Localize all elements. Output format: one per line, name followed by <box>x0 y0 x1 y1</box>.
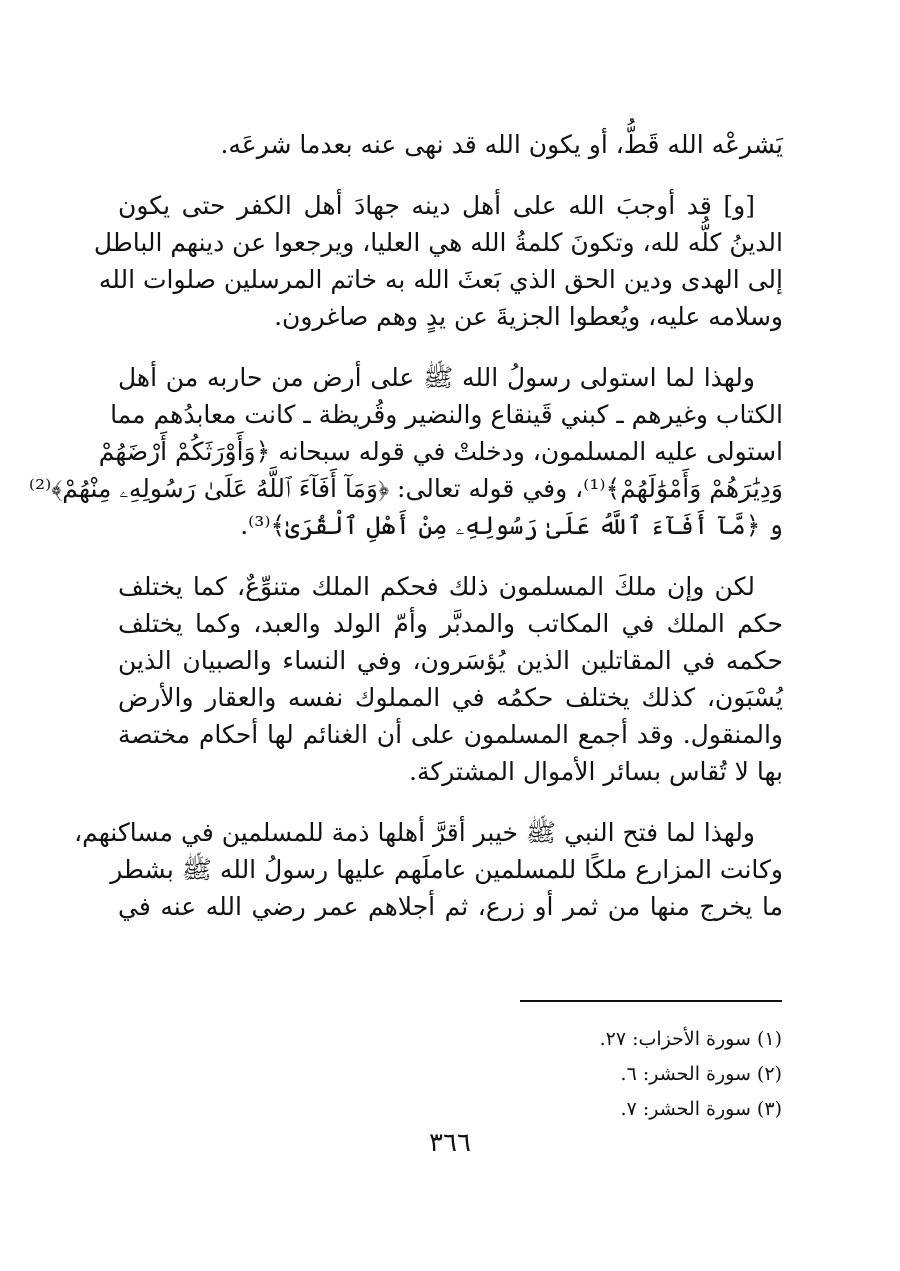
text-line: الكتاب وغيرهم ـ كبني قَينقاع والنضير وقُريظة ـ كانت معابدُهم مما <box>110 400 783 429</box>
text-line: و ﴿مَّآ أَفَآءَ ٱللَّهُ عَلَىٰ رَسُولِهِۦ مِنْ أَهْلِ ٱلْقُرَىٰ﴾⁽³⁾. <box>240 511 783 540</box>
text-line: وكانت المزارع ملكًا للمسلمين عاملَهم عليها رسولُ الله ﷺ بشطر <box>110 855 783 884</box>
text-line: ولهذا لما استولى رسولُ الله ﷺ على أرض من حاربه من أهل <box>118 363 755 392</box>
page-number: ٣٦٦ <box>429 1128 471 1158</box>
footnotes <box>382 1022 782 1127</box>
text-line: إلى الهدى ودين الحق الذي بَعثَ الله به خاتم المرسلين صلوات الله <box>98 265 783 294</box>
text-line: ولهذا لما فتح النبي ﷺ خيبر أقرَّ أهلها ذمة للمسلمين في مساكنهم، <box>74 818 755 847</box>
text-line: وسلامه عليه، ويُعطوا الجزيةَ عن يدٍ وهم صاغرون. <box>274 302 783 331</box>
page-body <box>28 118 783 949</box>
paragraph <box>93 187 783 335</box>
paragraph <box>28 359 783 544</box>
footnote-divider <box>520 1000 782 1002</box>
text-line: يُسْبَون، كذلك يختلف حكمُه في المملوك نفسه والعقار والأرض <box>118 683 783 712</box>
text-line: استولى عليه المسلمون، ودخلتْ في قوله سبحانه ﴿وَأَوْرَثَكُمْ أَرْضَهُمْ <box>98 437 783 466</box>
paragraph <box>74 814 783 925</box>
footnote-item: (٣) سورة الحشر: ٧. <box>620 1098 782 1120</box>
text-line: حكم الملك في المكاتب والمدبَّر وأمّ الولد والعبد، وكما يختلف <box>118 609 783 638</box>
text-line: وَدِيَٰرَهُمْ وَأَمْوَٰلَهُمْ﴾⁽¹⁾، وفي قوله تعالى: ﴿وَمَآ أَفَآءَ ٱللَّهُ عَلَىٰ رَسُولِهِۦ مِنْهُمْ﴾⁽²⁾ <box>28 474 783 503</box>
text-line: والمنقول. وقد أجمع المسلمون على أن الغنائم لها أحكام مختصة <box>118 720 783 749</box>
text-line: [و] قد أوجبَ الله على أهل دينه جهادَ أهل الكفر حتى يكون <box>118 191 755 220</box>
text-line: يَشرعْه الله قَطُّ، أو يكون الله قد نهى عنه بعدما شرعَه. <box>220 130 783 159</box>
paragraph <box>118 126 783 163</box>
text-line: حكمه في المقاتلين الذين يُؤسَرون، وفي النساء والصبيان الذين <box>118 646 783 675</box>
text-line: لكن وإن ملكَ المسلمون ذلك فحكم الملك متنوِّعٌ، كما يختلف <box>118 572 755 601</box>
paragraph <box>118 568 783 790</box>
footnote-item: (١) سورة الأحزاب: ٢٧. <box>599 1028 782 1050</box>
text-line: بها لا تُقاس بسائر الأموال المشتركة. <box>409 757 783 786</box>
text-line: ما يخرج منها من ثمر أو زرع، ثم أجلاهم عمر رضي الله عنه في <box>118 892 783 921</box>
footnote-item: (٢) سورة الحشر: ٦. <box>620 1063 782 1085</box>
text-line: الدينُ كلُّه لله، وتكونَ كلمةُ الله هي العليا، ويرجعوا عن دينهم الباطل <box>93 228 783 257</box>
